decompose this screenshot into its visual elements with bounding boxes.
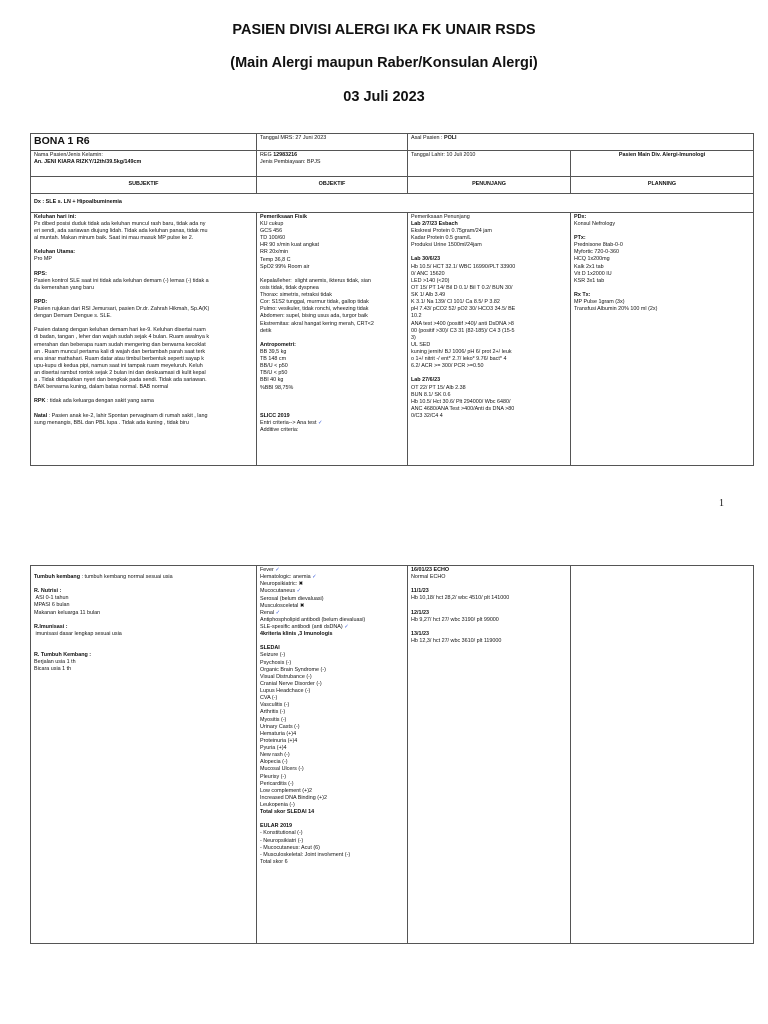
history-line: R. Nutrisi : — [34, 588, 62, 595]
criteria-line: SLEDAI — [260, 645, 280, 652]
lab-history-line: Hb 9,27/ hct 27/ wbc 3190/ plt 99000 — [411, 616, 499, 623]
objektif-line: Cor: S1S2 tunggal, murmur tidak, gallop tidak — [260, 299, 369, 306]
penunjang-line: Pemeriksaan Penunjang — [411, 213, 470, 220]
planning-line: HCQ 1x200mg — [574, 256, 610, 263]
registration-cell — [257, 150, 408, 176]
patient-name-label: Nama Pasien/Jenis Kelamin: — [34, 151, 103, 158]
planning-line: Konsul Nefrology — [574, 220, 616, 227]
objektif-line: TB/U < p50 — [260, 370, 288, 377]
subjektif-line — [34, 242, 253, 249]
criteria-line: Pleurisy (-) — [260, 773, 287, 780]
subjektif-line: Pasien datang dengan keluhan demam hari ke-9. Keluhan disertai ruam — [34, 327, 206, 334]
room-label: BONA 1 R6 — [34, 135, 90, 147]
subjektif-line: an . Ruam muncul pertama kali di wajah dan bertambah parah saat terk — [34, 348, 206, 355]
subjektif-line: Pro MP — [34, 256, 52, 263]
penunjang-line: LED >140 (<20) — [411, 277, 450, 284]
objektif-line: osis tidak, tidak dyspnea — [260, 284, 319, 291]
penunjang-line: 00 (positif >30)/ C3 31 (82-185)/ C4 3 (15-5 — [411, 327, 515, 334]
penunjang-line: 6.2/ ACR >= 300/ PCR >=0.50 — [411, 363, 484, 370]
page-title: PASIEN DIVISI ALERGI IKA FK UNAIR RSDS — [232, 22, 536, 38]
lab-history-line — [411, 581, 567, 588]
objektif-line: KU cukup — [260, 220, 284, 227]
criteria-line: Lupus Headchace (-) — [260, 688, 311, 694]
penunjang-line: Hb 10.5/ Hct 30.6/ Plt 294000/ Wbc 6480/ — [411, 398, 511, 405]
subjektif-line: Natal : Pasien anak ke-2, lahir Spontan pervaginam di rumah sakit , lang — [34, 412, 208, 419]
criteria-line: Hematuria (+)4 — [260, 730, 297, 737]
criteria-content — [257, 566, 408, 944]
penunjang-line: Produksi Urine 1500ml/24jam — [411, 242, 482, 249]
lab-history-line: Hb 10,18/ hct 28,2/ wbc 4510/ plt 141000 — [411, 595, 510, 602]
penunjang-line: 0/ ANC 15620 — [411, 270, 445, 277]
criteria-line: Renal ✓ — [260, 609, 281, 616]
planning-line: Rx Tx: — [574, 291, 591, 298]
subjektif-line: BAK berwarna kuning, dalam batas normal. BAB normal — [34, 384, 169, 391]
planning-line: Vit D 1x2000 IU — [574, 270, 612, 277]
criteria-line: Myositis (-) — [260, 716, 287, 723]
planning-line: Prednisone 8tab-0-0 — [574, 242, 623, 249]
criteria-line: Organic Brain Syndrome (-) — [260, 666, 326, 673]
penunjang-line: pH 7.43/ pCO2 52/ pO2 30/ HCO3 34.5/ BE — [411, 306, 516, 313]
objektif-line: SpO2 99% Room air — [260, 263, 310, 270]
objektif-line: HR 90 x/min kuat angkat — [260, 242, 320, 249]
reg-number: 12983216 — [273, 151, 298, 158]
criteria-line: Fever ✓ — [260, 567, 280, 573]
subjektif-line: sung menangis, BBL dan PBL lupa . Tidak ada kuning , tidak biru — [34, 419, 189, 426]
penunjang-line: Ekskresi Protein 0.75gram/24 jam — [411, 228, 492, 235]
penunjang-line — [411, 370, 567, 377]
history-line — [34, 567, 253, 574]
objektif-line: detik — [260, 327, 272, 334]
header-subjektif: SUBJEKTIF — [31, 176, 257, 193]
penunjang-line: ANC 4680/ANA Test >400/Anti ds DNA >80 — [411, 405, 515, 412]
objektif-line: Ekstremitas: akral hangat kering merah, CRT<2 — [260, 320, 374, 327]
criteria-line: Pericarditis (-) — [260, 780, 294, 787]
patient-name-cell — [31, 150, 257, 176]
header-penunjang: PENUNJANG — [408, 176, 571, 193]
lab-history-line: 12/1/23 — [411, 609, 429, 616]
subjektif-line: Pasien rujukan dari RSI Jemursari, pasien Dr.dr. Zahrah Hikmah, Sp.A(K) — [34, 306, 210, 313]
criteria-line: SLE-spesific antibodi (anti dsDNA) ✓ — [260, 624, 349, 630]
penunjang-line: 10.2 — [411, 313, 422, 320]
diagnosis: Dx : SLE s. LN + Hipoalbuminemia — [31, 193, 754, 212]
objektif-line: Pulmo: vesikuler, tidak ronchi, wheezing tidak — [260, 306, 369, 313]
lab-history-line: 16/01/23 ECHO — [411, 567, 450, 573]
subjektif-line — [34, 406, 253, 413]
criteria-line: Increased DNA Binding (+)2 — [260, 794, 327, 801]
birth-date: Tanggal Lahir: 10 Juli 2010 — [408, 150, 571, 176]
objektif-content — [257, 212, 408, 465]
penunjang-line: Lab 30/6/23 — [411, 256, 441, 263]
objektif-line — [260, 399, 404, 406]
objektif-line: Temp 36,8 C — [260, 256, 291, 263]
history-content — [31, 566, 257, 944]
subjektif-line: RPK : tidak ada keluarga dengan sakit yang sama — [34, 398, 154, 405]
planning-line — [574, 285, 750, 292]
admission-date: Tanggal MRS: 27 Juni 2023 — [257, 134, 408, 151]
penunjang-line: Kadar Protein 0.5 gram/L — [411, 235, 472, 242]
history-line: Berjalan usia 1 th — [34, 659, 76, 665]
planning-line: KSR 3x1 tab — [574, 277, 605, 284]
criteria-line: Hematologic: anemia ✓ — [260, 574, 317, 581]
criteria-line: Low complement (+)2 — [260, 787, 312, 794]
criteria-line: Total skor 6 — [260, 858, 288, 865]
penunjang-line: Lab 2/7/23 Esbach — [411, 220, 458, 227]
check-icon: ✓ — [296, 588, 302, 595]
penunjang-line — [411, 249, 567, 256]
page-subtitle: (Main Alergi maupun Raber/Konsulan Alergi) — [230, 55, 538, 71]
objektif-line: Thorax: simetris, retraksi tidak — [260, 292, 332, 299]
header-planning: PLANNING — [571, 176, 754, 193]
page-date: 03 Juli 2023 — [343, 89, 425, 105]
payment-type: Jenis Pembiayaan: BPJS — [260, 158, 321, 165]
objektif-line: GCS 456 — [260, 228, 283, 235]
criteria-line: - Musculoskeletal: Joint involvment (-) — [260, 851, 351, 858]
subjektif-line — [34, 264, 253, 271]
subjektif-line — [34, 391, 253, 398]
subjektif-line: Keluhan hari ini: — [34, 213, 77, 220]
subjektif-line: Px dibed posisi duduk tidak ada keluhan muncul rash baru, tidak ada ny — [34, 220, 206, 227]
criteria-line: Antiphospholipid antibodi (belum dievaluasi) — [260, 616, 366, 623]
objektif-line — [260, 271, 404, 278]
criteria-line: Mucosal Ulcers (-) — [260, 766, 304, 773]
criteria-line: Visual Distrubance (-) — [260, 673, 312, 680]
lab-history-line: Hb 12,3/ hct 27/ wbc 3610/ plt 119000 — [411, 637, 502, 644]
subjektif-line: eri sendi, ada sariawan diujung lidah. Tidak ada keluhan panas, tidak mu — [34, 228, 208, 235]
criteria-line: New rash (-) — [260, 752, 290, 759]
penunjang-line: kuning jernih/ BJ 1006/ pH 6/ prot 2+/ leuk — [411, 349, 512, 356]
patient-origin — [408, 134, 754, 151]
history-line: MPASI 6 bulan — [34, 602, 70, 609]
criteria-line: - Neuropsikiatri (-) — [260, 837, 304, 844]
subjektif-content — [31, 212, 257, 465]
check-icon: ✓ — [317, 419, 323, 426]
reg-label: REG — [260, 151, 272, 158]
criteria-line: - Konstitutional (-) — [260, 830, 303, 837]
subjektif-line: a . Tidak didapatkan nyeri dan bengkak pada sendi. Tidak ada sariawan. — [34, 377, 207, 384]
history-line: ASI 0-1 tahun — [34, 595, 69, 602]
objektif-line: Abdomen: supel, bising usus ada, turgor baik — [260, 313, 368, 320]
criteria-line: Urinary Casts (-) — [260, 723, 300, 730]
criteria-line: Total skor SLEDAI 14 — [260, 809, 315, 816]
objektif-line: BB 39,5 kg — [260, 348, 287, 355]
subjektif-line: Keluhan Utama: — [34, 249, 76, 256]
history-line: Bicara usia 1 th — [34, 666, 72, 673]
history-line — [34, 581, 253, 588]
objektif-line: BB/U < p50 — [260, 363, 288, 370]
penunjang-line: UL SED — [411, 341, 431, 348]
criteria-line: - Mucocutaneus: Acut (6) — [260, 844, 320, 851]
room-cell — [31, 134, 257, 151]
planning-continued — [571, 566, 754, 944]
planning-line: Myfortic 720-0-360 — [574, 249, 619, 256]
criteria-line: 4kriteria klinis ,3 Imunologis — [260, 631, 333, 638]
criteria-line — [260, 638, 404, 645]
header-objektif: OBJEKTIF — [257, 176, 408, 193]
objektif-line: TB 148 cm — [260, 356, 287, 363]
penunjang-line: SK 1/ Alb 3.49 — [411, 292, 446, 299]
penunjang-line: OT 22/ PT 15/ Alb 2.38 — [411, 384, 466, 391]
objektif-line — [260, 335, 404, 342]
planning-line: Kalk 2x1 tab — [574, 263, 604, 270]
history-line — [34, 638, 253, 645]
objektif-line: Additive criteria: — [260, 426, 299, 433]
history-line: R. Tumbuh Kembang : — [34, 651, 92, 658]
history-line — [34, 645, 253, 652]
check-icon: ✓ — [275, 609, 281, 616]
planning-line: PTx: — [574, 235, 586, 242]
criteria-line: Seizure (-) — [260, 652, 286, 659]
history-line: R.Imunisasi : — [34, 623, 68, 630]
subjektif-line: emerahan dan beberapa ruam sudah mengering dan berwarna kecoklat — [34, 341, 206, 348]
lab-history-line — [411, 603, 567, 610]
subjektif-line: Pasien kontrol SLE saat ini tidak ada keluhan demam (-) lemas (-) tidak a — [34, 277, 209, 284]
penunjang-content — [408, 212, 571, 465]
penunjang-line: ANA test >400 (positif >40)/ anti DsDNA >8 — [411, 320, 514, 327]
objektif-line: SLICC 2019 — [260, 412, 290, 419]
subjektif-line: da kemerahan yang baru — [34, 284, 94, 291]
penunjang-line: Hb 10.5/ HCT 32.1/ WBC 16990/PLT 33900 — [411, 263, 516, 270]
criteria-line: EULAR 2019 — [260, 823, 293, 830]
objektif-line: Kepala/leher: slight anemis, ikterus tidak, sian — [260, 277, 371, 284]
planning-content — [571, 212, 754, 465]
history-line: imunisasi dasar lengkap sesuai usia — [34, 630, 122, 637]
subjektif-line: dengan Demam Dengue s. SLE. — [34, 313, 112, 320]
criteria-line: Pyuria (+)4 — [260, 745, 287, 751]
lab-history-line: Normal ECHO — [411, 574, 446, 581]
objektif-line — [260, 392, 404, 399]
history-line — [34, 617, 253, 624]
criteria-line: Alopecia (-) — [260, 759, 288, 766]
criteria-line: Cranial Nerve Disorder (-) — [260, 680, 322, 687]
subjektif-line: RPS: — [34, 270, 47, 277]
criteria-line: Leukopenia (-) — [260, 802, 295, 808]
penunjang-line: OT 15/ PT 14/ Bil D 0.1/ Bil T 0.2/ BUN 30/ — [411, 284, 513, 291]
subjektif-line: upu-kupu di kedua pipi, namun saat ini tampak ruam meyeluruh. Keluh — [34, 362, 203, 369]
criteria-line: Psychosis (-) — [260, 659, 292, 666]
penunjang-line: Lab 27/6/23 — [411, 377, 441, 384]
objektif-line: RR 20x/min — [260, 249, 289, 256]
objektif-line: Pemeriksaan Fisik — [260, 213, 308, 220]
objektif-line — [260, 406, 404, 413]
penunjang-line: K 3.1/ Na 139/ Cl 101/ Ca 8.5/ P 3.82 — [411, 299, 500, 306]
origin-label: Asal Pasien : — [411, 135, 443, 141]
penunjang-line: BUN 8.1/ SK 0.6 — [411, 391, 451, 398]
planning-line: PDx: — [574, 213, 587, 220]
check-icon: ✓ — [275, 567, 280, 573]
origin-value: POLI — [443, 135, 457, 141]
criteria-line: Mucocutaneus ✓ — [260, 588, 302, 595]
lab-history-content — [408, 566, 571, 944]
criteria-line: Neuropsikiatric: ✖ — [260, 581, 304, 588]
criteria-line: Proteinuria (+)4 — [260, 737, 298, 744]
subjektif-line: di badan, tangan , leher dan wajah sudah sejak 4 bulan. Ruam awalnya k — [34, 334, 210, 341]
criteria-line: Vasculitis (-) — [260, 702, 290, 709]
patient-category: Pasien Main Div. Alergi-Imunologi — [571, 150, 754, 176]
criteria-line: CVA (-) — [260, 695, 278, 702]
check-icon: ✓ — [312, 574, 317, 581]
objektif-line: TD 100/60 — [260, 235, 286, 242]
planning-line: Transfusi Albumin 20% 100 ml (2x) — [574, 306, 658, 313]
lab-history-line: 13/1/23 — [411, 630, 429, 637]
subjektif-line: an disertai rambut rontok sejak 2 bulan ini dan deskuamasi di kulit kepal — [34, 370, 206, 377]
history-line: Tumbuh kembang : tumbuh kembang normal sesuai usia — [34, 574, 173, 580]
subjektif-line — [34, 292, 253, 299]
criteria-line: Musculosceletal ✖ — [260, 602, 305, 609]
criteria-line: Arthritis (-) — [260, 709, 286, 716]
penunjang-line: o 1+/ nitrit -/ ent* 2.7/ leko* 9.76/ bact* 4 — [411, 356, 507, 363]
subjektif-line: al muntah. Makan minum baik. Saat ini mau masuk MP pulse ke 2. — [34, 235, 194, 242]
penunjang-line: 3) — [411, 334, 416, 341]
objektif-line: BBI 40 kg — [260, 377, 284, 384]
history-line: Makanan keluarga 11 bulan — [34, 609, 101, 616]
criteria-line — [260, 816, 404, 823]
check-icon: ✓ — [344, 624, 349, 630]
subjektif-line — [34, 320, 253, 327]
patient-name-value: An. JENI KIARA RIZKY/12th/39.5kg/149cm — [34, 158, 142, 165]
patient-table — [30, 133, 754, 466]
lab-history-line — [411, 624, 567, 631]
subjektif-line: RPD: — [34, 298, 48, 305]
objektif-line: %BBI 98,75% — [260, 384, 294, 391]
planning-line: MP Pulse 1gram (3x) — [574, 299, 625, 306]
objektif-line: Antropometri: — [260, 341, 296, 348]
subjektif-line: ena sinar mathahari. Ruam datar atau timbul berbentuk seperti sayap k — [34, 355, 204, 362]
page-number: 1 — [719, 498, 724, 509]
planning-line — [574, 228, 750, 235]
criteria-line: Serosal (belum dievaluasi) — [260, 595, 324, 602]
objektif-line: Entri criteria--> Ana test ✓ — [260, 419, 323, 426]
penunjang-line: 0/C3 32/C4 4 — [411, 413, 443, 420]
lab-history-line: 11/1/23 — [411, 588, 429, 595]
patient-table-continued — [30, 565, 754, 944]
